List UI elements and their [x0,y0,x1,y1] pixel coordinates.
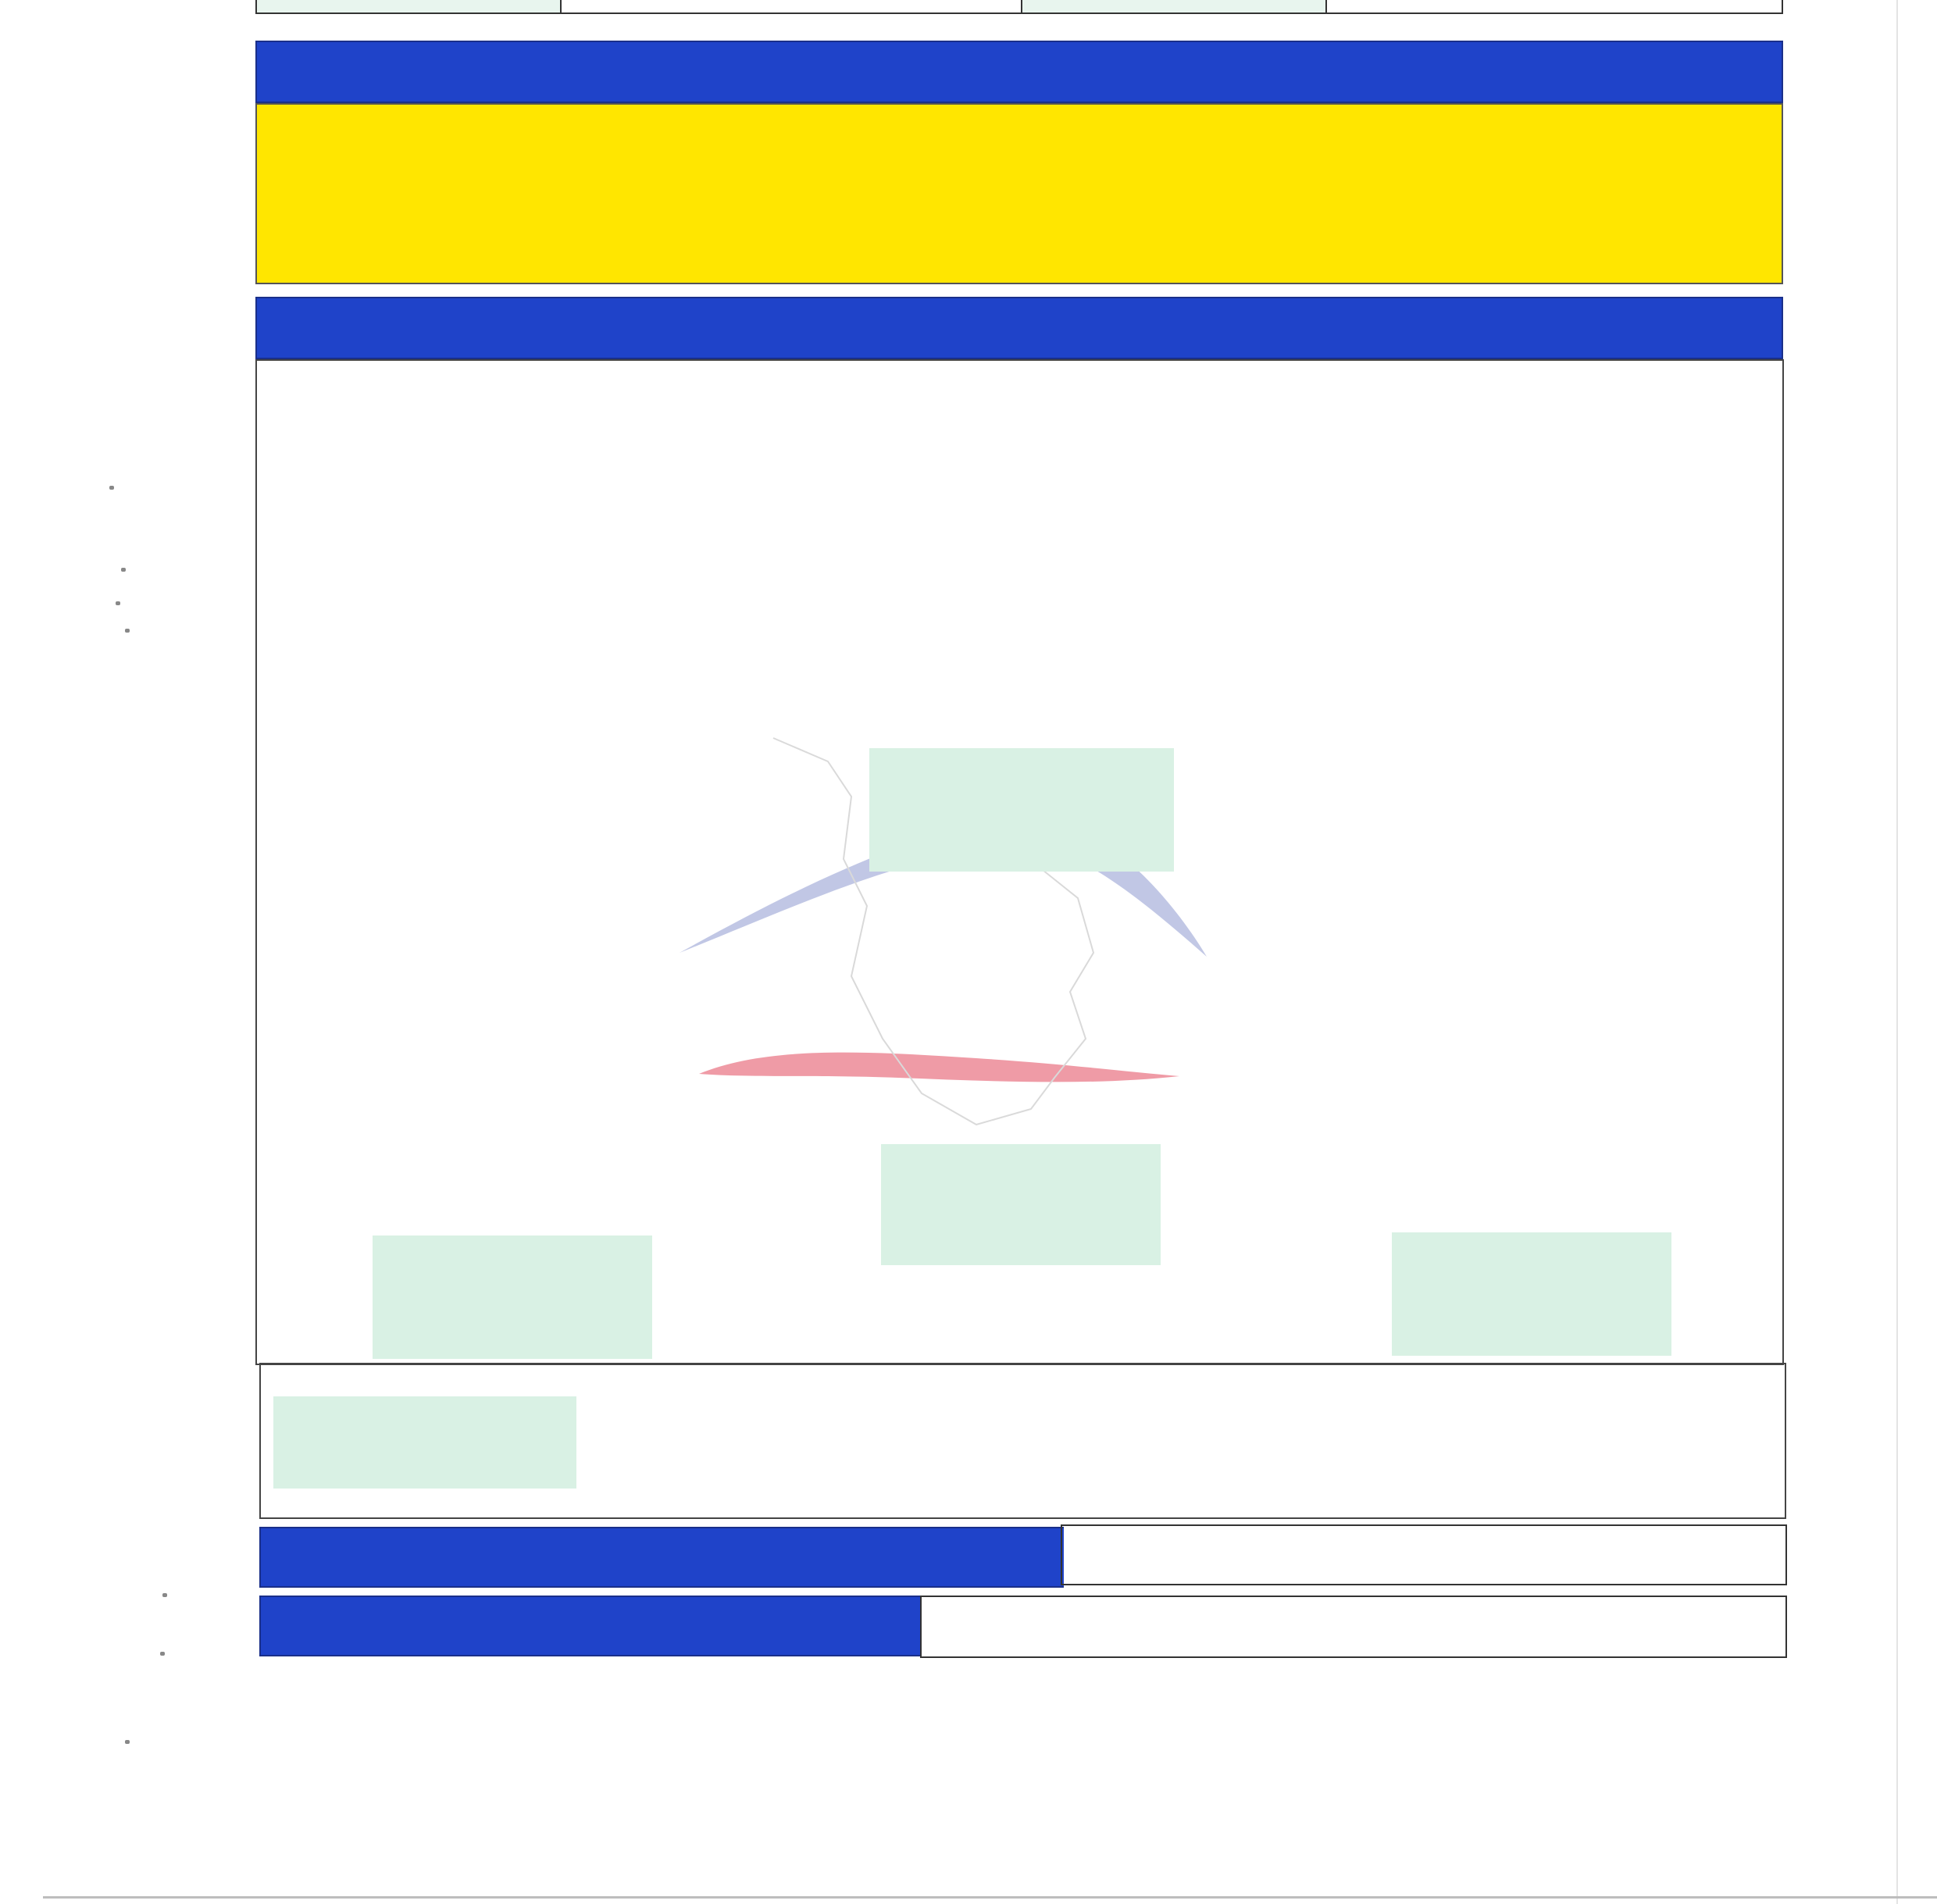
section4-title [259,1527,1064,1588]
envelope-quality-classes [1061,1524,1787,1585]
calculation-method [920,1596,1787,1658]
section5-title [259,1596,922,1656]
